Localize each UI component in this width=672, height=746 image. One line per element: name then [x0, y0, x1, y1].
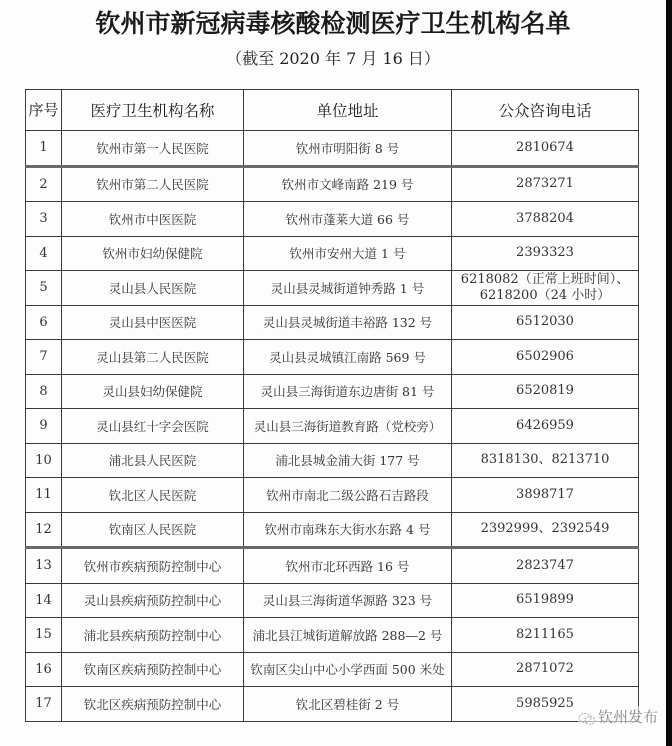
cell-address: 钦州市文峰南路 219 号	[244, 166, 452, 202]
cell-seq: 14	[26, 583, 62, 618]
cell-seq: 17	[26, 687, 62, 722]
cell-phone	[452, 271, 639, 306]
cell-phone: 2810674	[452, 131, 639, 167]
cell-name: 灵山县中医医院	[62, 305, 244, 340]
cell-name: 钦州市第一人民医院	[62, 131, 244, 167]
cell-seq: 4	[26, 236, 62, 271]
wechat-icon	[578, 711, 596, 723]
cell-address: 灵山县三海街道教育路（党校旁）	[244, 409, 452, 444]
cell-seq: 1	[26, 131, 62, 167]
table-row	[26, 652, 639, 687]
cell-address: 钦州市南北二级公路石吉路段	[244, 478, 452, 513]
cell-phone: 2393323	[452, 236, 639, 271]
edge-strip	[666, 0, 672, 746]
table-row	[26, 271, 639, 306]
cell-phone: 2873271	[452, 166, 639, 202]
cell-name: 钦州市疾病预防控制中心	[62, 548, 244, 584]
table-header-row	[26, 90, 639, 131]
cell-address: 钦州市明阳街 8 号	[244, 131, 452, 167]
cell-phone: 5985925	[452, 687, 639, 722]
table-row	[26, 512, 639, 548]
cell-name: 钦南区人民医院	[62, 512, 244, 548]
cell-phone: 6426959	[452, 409, 639, 444]
cell-address: 灵山县三海街道东边唐街 81 号	[244, 374, 452, 409]
cell-seq: 8	[26, 374, 62, 409]
cell-phone: 6520819	[452, 374, 639, 409]
cell-seq: 2	[26, 166, 62, 202]
cell-name: 灵山县疾病预防控制中心	[62, 583, 244, 618]
cell-name: 灵山县妇幼保健院	[62, 374, 244, 409]
cell-address: 钦州市蓬莱大道 66 号	[244, 202, 452, 237]
cell-phone: 6502906	[452, 340, 639, 375]
table-row	[26, 236, 639, 271]
cell-address: 灵山县灵城镇江南路 569 号	[244, 340, 452, 375]
watermark-text: 钦州发布	[598, 708, 659, 726]
table-row	[26, 131, 639, 167]
cell-address: 浦北县江城街道解放路 288—2 号	[244, 618, 452, 653]
cell-seq: 16	[26, 652, 62, 687]
table-row	[26, 548, 639, 584]
cell-name: 灵山县红十字会医院	[62, 409, 244, 444]
table-row	[26, 443, 639, 478]
cell-phone: 6519899	[452, 583, 639, 618]
cell-name: 钦州市妇幼保健院	[62, 236, 244, 271]
cell-phone: 3898717	[452, 478, 639, 513]
table-row	[26, 687, 639, 722]
cell-seq: 11	[26, 478, 62, 513]
cell-seq: 3	[26, 202, 62, 237]
cell-name: 灵山县第二人民医院	[62, 340, 244, 375]
table-row	[26, 478, 639, 513]
table-row	[26, 202, 639, 237]
cell-phone: 3788204	[452, 202, 639, 237]
header-phone: 公众咨询电话	[452, 90, 639, 131]
phone-line-2: 6218200（24 小时）	[479, 287, 611, 303]
table-row	[26, 374, 639, 409]
cell-name: 钦州市第二人民医院	[62, 166, 244, 202]
cell-phone: 2871072	[452, 652, 639, 687]
cell-phone: 2823747	[452, 548, 639, 584]
cell-name: 浦北县人民医院	[62, 443, 244, 478]
cell-name: 灵山县人民医院	[62, 271, 244, 306]
cell-address: 钦州市安州大道 1 号	[244, 236, 452, 271]
cell-address: 灵山县灵城街道钟秀路 1 号	[244, 271, 452, 306]
document-subtitle: （截至 2020 年 7 月 16 日）	[226, 49, 440, 68]
cell-address: 灵山县灵城街道丰裕路 132 号	[244, 305, 452, 340]
cell-name: 钦北区人民医院	[62, 478, 244, 513]
table-row	[26, 583, 639, 618]
cell-seq: 15	[26, 618, 62, 653]
institution-table	[25, 89, 639, 722]
table-row	[26, 618, 639, 653]
document-title: 钦州市新冠病毒核酸检测医疗卫生机构名单	[95, 9, 571, 38]
cell-address: 钦州市南珠东大街水东路 4 号	[244, 512, 452, 548]
table-row	[26, 305, 639, 340]
cell-seq: 7	[26, 340, 62, 375]
header-name: 医疗卫生机构名称	[62, 90, 244, 131]
cell-name: 钦北区疾病预防控制中心	[62, 687, 244, 722]
header-seq: 序号	[26, 90, 62, 131]
cell-name: 钦南区疾病预防控制中心	[62, 652, 244, 687]
cell-address: 钦州市北环西路 16 号	[244, 548, 452, 584]
cell-seq: 5	[26, 271, 62, 306]
cell-seq: 10	[26, 443, 62, 478]
table-row	[26, 340, 639, 375]
header-address: 单位地址	[244, 90, 452, 131]
cell-address: 钦南区尖山中心小学西面 500 米处	[244, 652, 452, 687]
cell-seq: 12	[26, 512, 62, 548]
cell-address: 钦北区碧桂街 2 号	[244, 687, 452, 722]
cell-name: 浦北县疾病预防控制中心	[62, 618, 244, 653]
cell-seq: 9	[26, 409, 62, 444]
cell-seq: 6	[26, 305, 62, 340]
cell-address: 灵山县三海街道华源路 323 号	[244, 583, 452, 618]
cell-seq: 13	[26, 548, 62, 584]
table-row	[26, 409, 639, 444]
cell-address: 浦北县城金浦大街 177 号	[244, 443, 452, 478]
phone-line-1: 6218082（正常上班时间）、	[460, 271, 630, 287]
cell-name: 钦州市中医医院	[62, 202, 244, 237]
cell-phone: 8211165	[452, 618, 639, 653]
cell-phone: 8318130、8213710	[452, 443, 639, 478]
cell-phone: 2392999、2392549	[452, 512, 639, 548]
watermark	[578, 706, 658, 727]
cell-phone: 6512030	[452, 305, 639, 340]
table-row	[26, 166, 639, 202]
